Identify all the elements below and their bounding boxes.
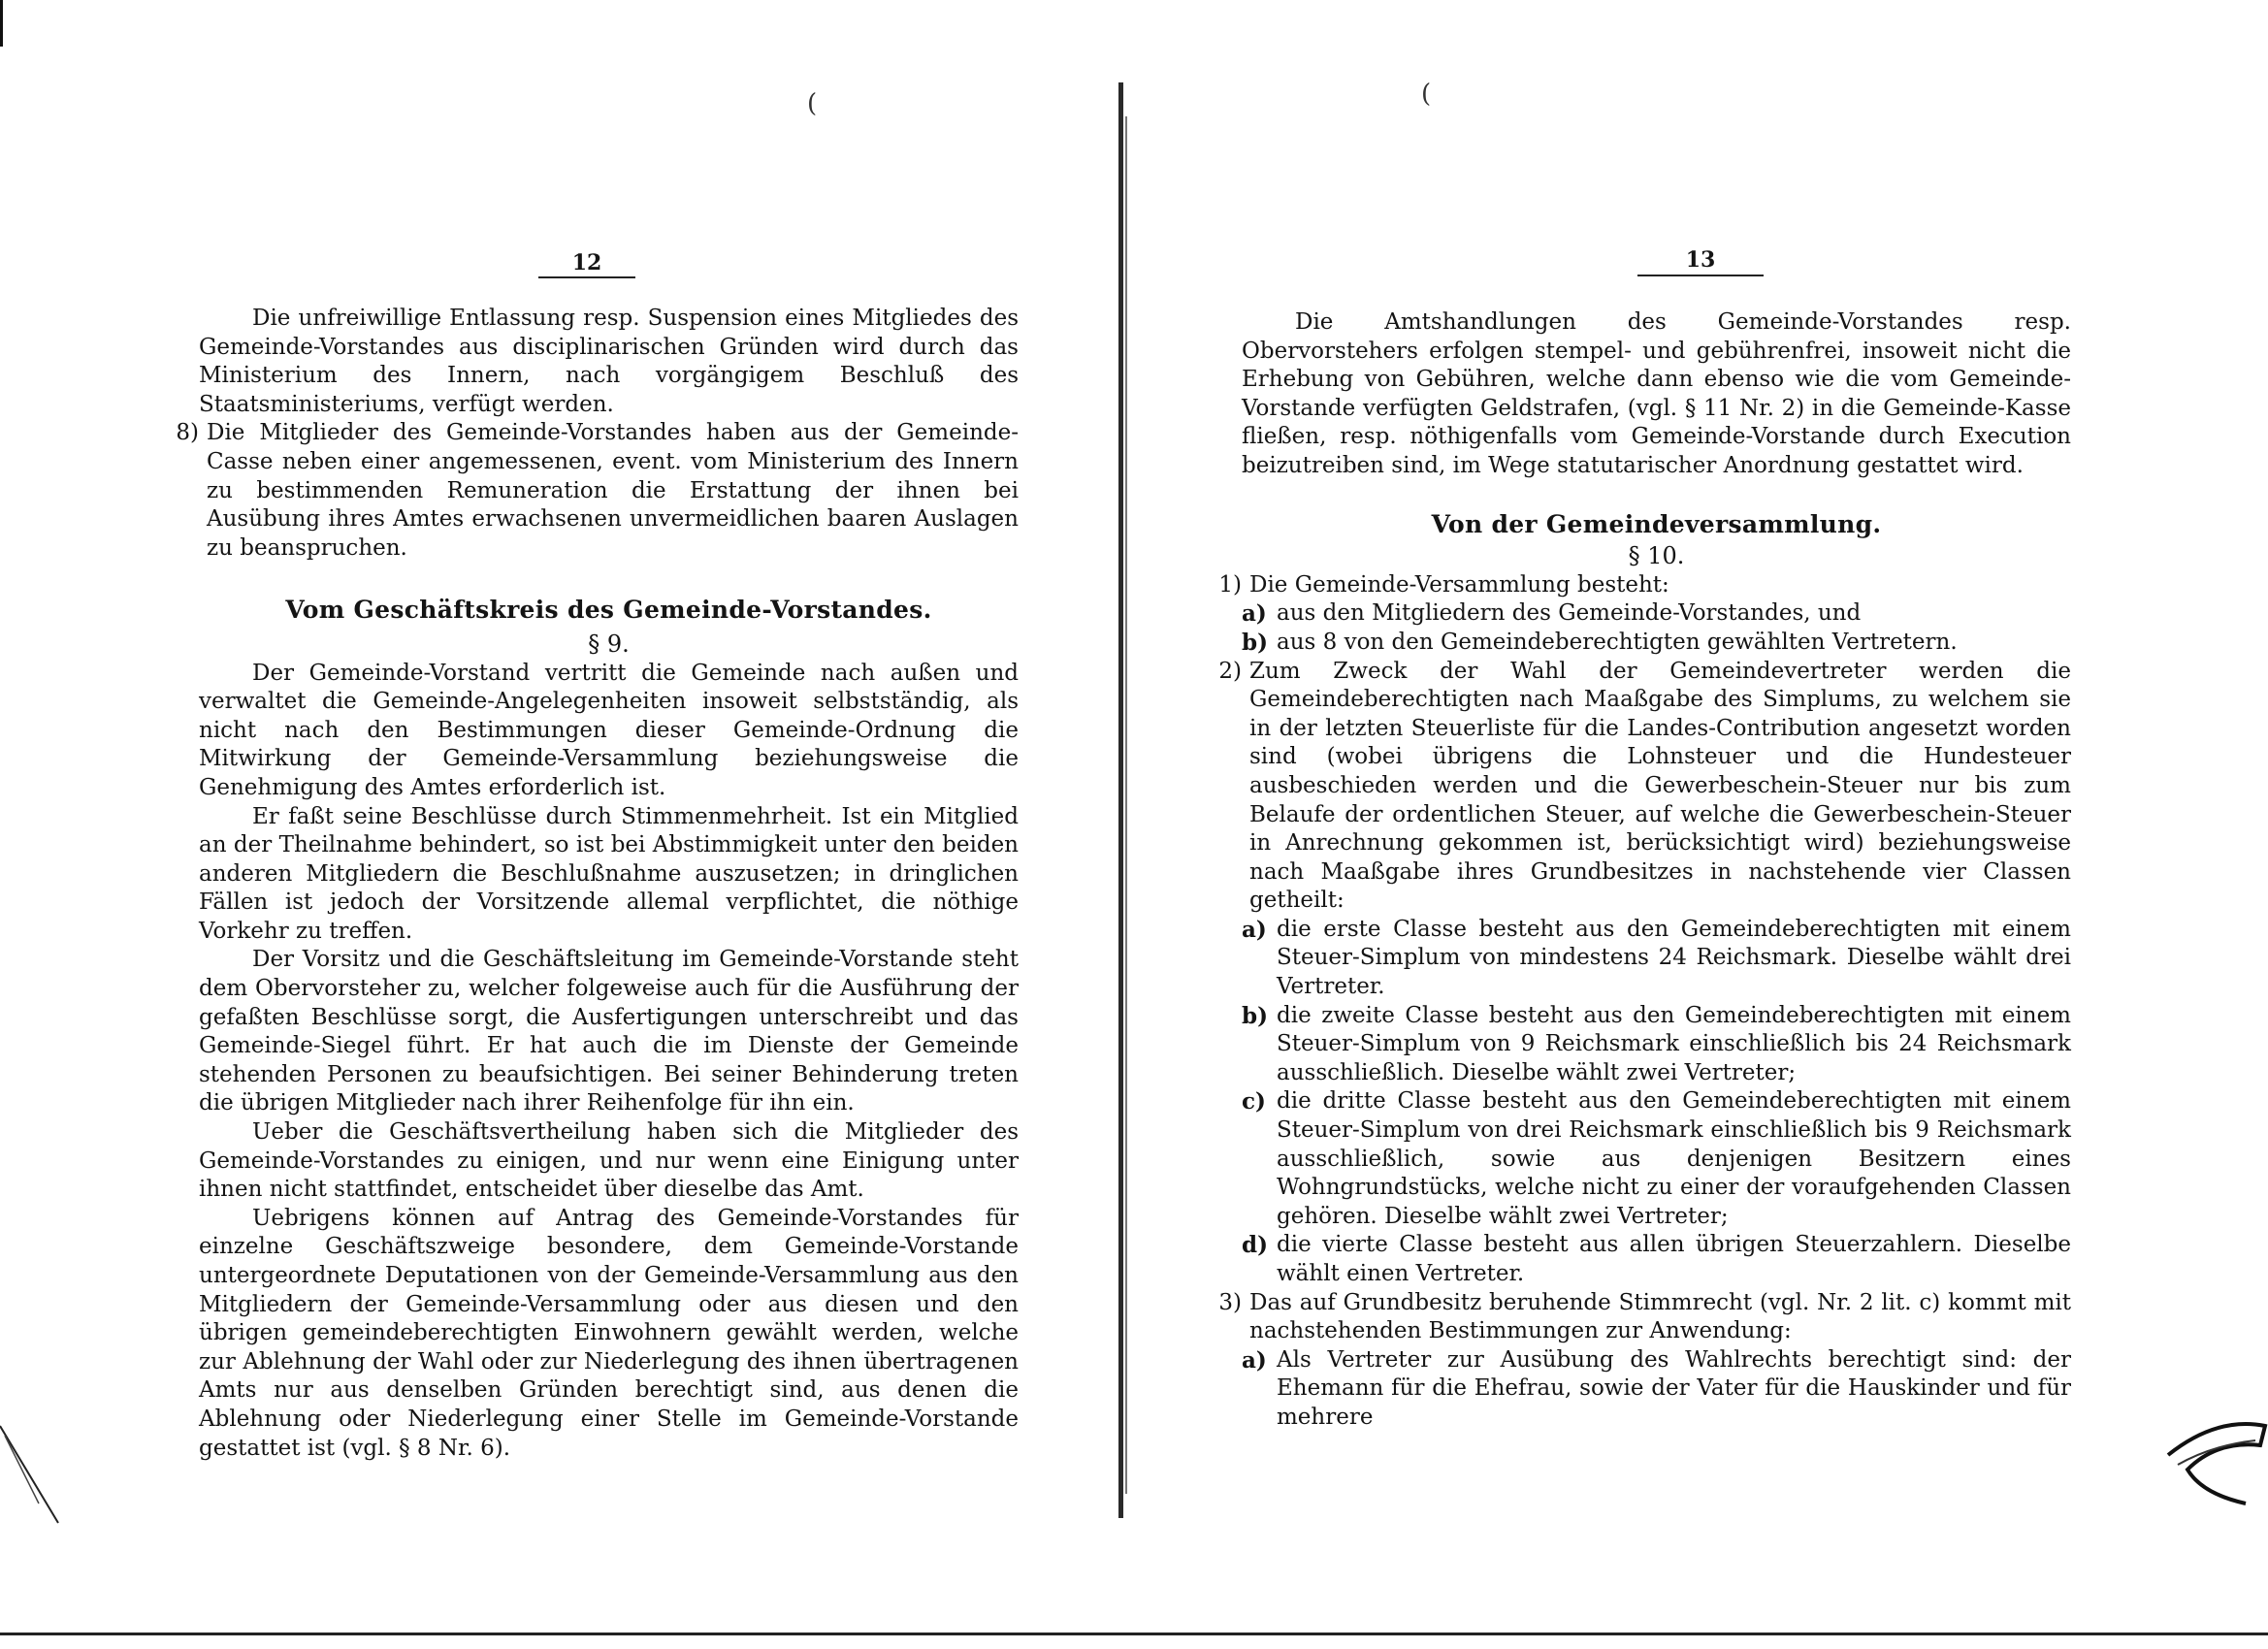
book-binding-shadow [1125, 116, 1127, 1494]
section-heading: Von der Gemeindeversammlung. [1431, 509, 1882, 538]
sub-item-label: b) [1242, 629, 1268, 656]
book-binding-gutter [1118, 82, 1123, 1518]
item-text: Die Gemeinde-Versammlung besteht: [1249, 571, 1669, 598]
sub-item-text: die vierte Classe besteht aus allen übrigen Steuerzahlern. Dieselbe wählt einen Vertreter. [1277, 1232, 2071, 1286]
section-number: § 9. [588, 630, 630, 658]
item-label: 2) [1218, 658, 1242, 684]
sub-item [1201, 1002, 2071, 1088]
section-number: § 10. [1628, 542, 1685, 570]
left-text-body [176, 305, 1019, 1463]
paragraph: Die unfreiwillige Entlassung resp. Suspension eines Mitgliedes des Gemeinde-Vorstandes aus disciplinarischen Gründen wird durch das Ministerium des Innern, nach vorgängigem Beschluß des Staatsministeriums, verfügt werden. [199, 306, 1019, 417]
right-text-body [1218, 308, 2071, 1433]
page-number: 12 [571, 250, 602, 275]
sub-item-label: a) [1242, 600, 1267, 628]
paragraph: Der Vorsitz und die Geschäftsleitung im Gemeinde-Vorstande steht dem Obervorsteher zu, welcher folgeweise auch für die Ausführung der gefaßten Beschlüsse sorgt, die Ausfertigungen unterschreibt und das Gemeinde-Siegel führt. Er hat auch die im Dienste der Gemeinde stehenden Personen zu beaufsichtigen. Bei seiner Behinderung treten die übrigen Mitglieder nach ihrer Reihenfolge für ihn ein. [199, 947, 1019, 1116]
item-text: Zum Zweck der Wahl der Gemeindevertreter werden die Gemeindeberechtigten nach Maaßgabe des Simplums, zu welchem sie in der letzten Steuerliste für die Landes-Contribution angesetzt worden sind (wobei übrigens die Lohnsteuer und die Hundesteuer ausbeschieden werden und die Gewerbeschein-Steuer nur bis zum Belaufe der ordentlichen Steuer, auf welche die Gewerbeschein-Steuer in Anrechnung gekommen ist, berücksichtigt wird) beziehungsweise nach Maaßgabe ihres Grundbesitzes in nachstehende vier Classen getheilt: [1249, 658, 2071, 914]
sub-item [1201, 1346, 2071, 1433]
sub-item-text: aus den Mitgliedern des Gemeinde-Vorstandes, und [1277, 600, 1862, 627]
right-page [1130, 0, 2268, 1649]
sub-item-label: b) [1242, 1002, 1268, 1029]
sub-item-text: Als Vertreter zur Ausübung des Wahlrechts berechtigt sind: der Ehemann für die Ehefrau, sowie der Vater für die Hauskinder und für mehrere [1277, 1346, 2071, 1430]
sub-item-text: aus 8 von den Gemeindeberechtigten gewählten Vertretern. [1277, 629, 1958, 655]
page-number-rule [1637, 275, 1764, 276]
sub-item [1201, 599, 2071, 629]
paragraph: Uebrigens können auf Antrag des Gemeinde-Vorstandes für einzelne Geschäftszweige besondere, dem Gemeinde-Vorstande untergeordnete Deputationen von der Gemeinde-Versammlung aus den Mitgliedern der Gemeinde-Versammlung oder aus diesen und den übrigen gemeindeberechtigten Einwohnern gewählt werden, welche zur Ablehnung der Wahl oder zur Niederlegung des ihnen übertragenen Amts nur aus denselben Gründen berechtigt sind, aus denen die Ablehnung oder Niederlegung einer Stelle im Gemeinde-Vorstande gestattet ist (vgl. § 8 Nr. 6). [199, 1205, 1019, 1461]
sub-item-text: die dritte Classe besteht aus den Gemeindeberechtigten mit einem Steuer-Simplum von drei Reichsmark einschließlich bis 9 Reichsmark ausschließlich, sowie aus denjenigen Besitzern eines Wohngrundstücks, welche nicht zu einer der voraufgehenden Classen gehören. Dieselbe wählt zwei Vertreter; [1277, 1088, 2071, 1229]
section-heading: Vom Geschäftskreis des Gemeinde-Vorstandes. [285, 596, 932, 625]
item-text: Das auf Grundbesitz beruhende Stimmrecht (vgl. Nr. 2 lit. c) kommt mit nachstehenden Bestimmungen zur Anwendung: [1249, 1289, 2071, 1344]
item-text: Die Mitglieder des Gemeinde-Vorstandes haben aus der Gemeinde-Casse neben einer angemessenen, event. vom Ministerium des Innern zu bestimmenden Remuneration die Erstattung der ihnen bei Ausübung ihres Amtes erwachsenen unvermeidlichen baaren Auslagen zu beanspruchen. [207, 420, 1019, 561]
sub-item-text: die erste Classe besteht aus den Gemeindeberechtigten mit einem Steuer-Simplum von mindestens 24 Reichsmark. Dieselbe wählt drei Vertreter. [1277, 916, 2071, 1000]
paragraph: Die Amtshandlungen des Gemeinde-Vorstandes resp. Obervorstehers erfolgen stempel- und gebührenfrei, insoweit nicht die Erhebung von Gebühren, welche dann ebenso wie die vom Gemeinde-Vorstande verfügten Geldstrafen, (vgl. § 11 Nr. 2) in die Gemeinde-Kasse fließen, resp. nöthigenfalls vom Gemeinde-Vorstande durch Execution beizutreiben sind, im Wege statutarischer Anordnung gestattet wird. [1242, 309, 2071, 478]
pencil-mark: ( [807, 89, 818, 118]
item-label: 1) [1218, 571, 1242, 598]
paragraph: Ueber die Geschäftsvertheilung haben sich die Mitglieder des Gemeinde-Vorstandes zu einigen, und nur wenn eine Einigung unter ihnen nicht stattfindet, entscheidet über dieselbe das Amt. [199, 1119, 1019, 1203]
sub-item-label: a) [1242, 916, 1267, 943]
left-page [0, 0, 1116, 1649]
paragraph: Er faßt seine Beschlüsse durch Stimmenmehrheit. Ist ein Mitglied an der Theilnahme behindert, so ist bei Abstimmigkeit unter den beiden anderen Mitgliedern die Beschlußnahme auszusetzen; in dringlichen Fällen ist jedoch der Vorsitzende allemal verpflichtet, die nöthige Vorkehr zu treffen. [199, 803, 1019, 944]
item-label: 8) [176, 420, 199, 446]
sub-item-text: die zweite Classe besteht aus den Gemeindeberechtigten mit einem Steuer-Simplum von 9 Reichsmark einschließlich bis 24 Reichsmark ausschließlich. Dieselbe wählt zwei Vertreter; [1277, 1002, 2071, 1085]
pencil-mark: ( [1421, 80, 1432, 109]
sub-item [1201, 1231, 2071, 1288]
numbered-item [1201, 1289, 2071, 1346]
paragraph: Der Gemeinde-Vorstand vertritt die Gemeinde nach außen und verwaltet die Gemeinde-Angelegenheiten insoweit selbstständig, als nicht nach den Bestimmungen dieser Gemeinde-Ordnung die Mitwirkung der Gemeinde-Versammlung beziehungsweise die Genehmigung des Amtes erforderlich ist. [199, 660, 1019, 800]
numbered-item [158, 419, 1019, 563]
sub-item [1201, 629, 2071, 658]
page-number: 13 [1685, 247, 1716, 273]
numbered-item [1201, 658, 2071, 916]
sub-item-label: a) [1242, 1346, 1267, 1374]
page-number-rule [538, 276, 635, 278]
sub-item [1201, 1087, 2071, 1231]
numbered-item [1201, 571, 2071, 600]
sub-item-label: c) [1242, 1088, 1266, 1116]
item-label: 3) [1218, 1289, 1242, 1315]
sub-item-label: d) [1242, 1232, 1268, 1259]
sub-item [1201, 916, 2071, 1002]
